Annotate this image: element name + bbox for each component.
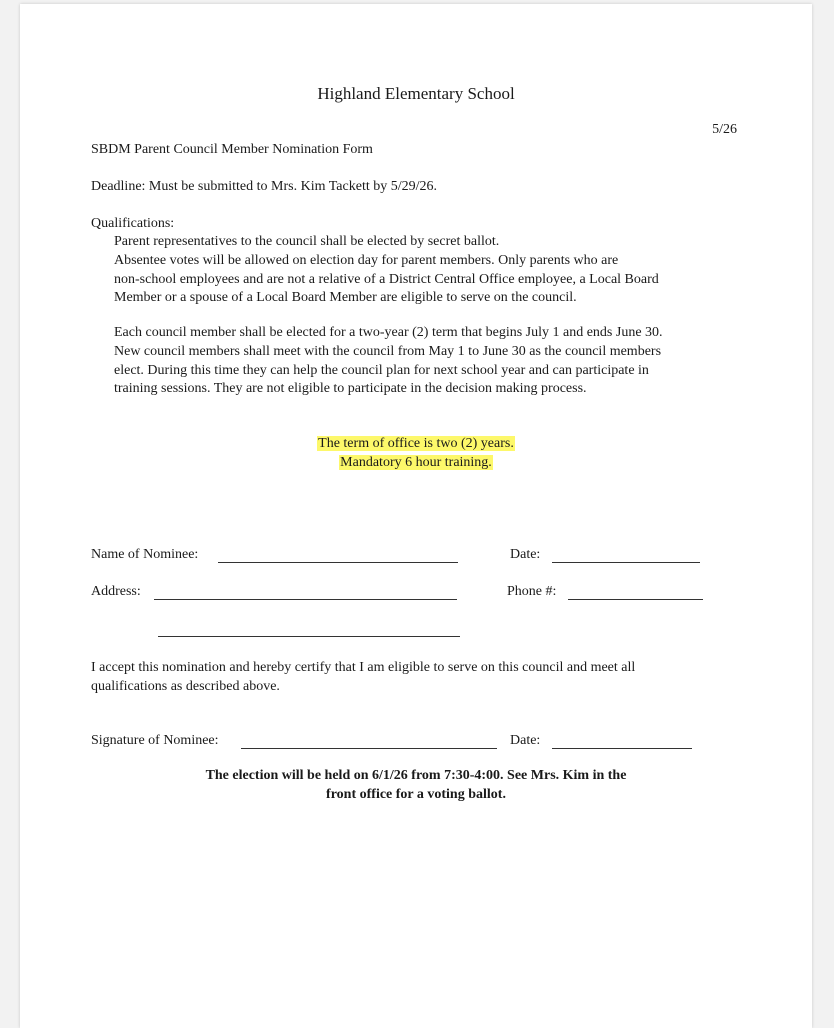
phone-label: Phone #: xyxy=(507,584,557,599)
signature-label: Signature of Nominee: xyxy=(91,733,219,748)
qualifications-paragraph-1 xyxy=(114,233,754,308)
paragraph-line: Each council member shall be elected for a two-year (2) term that begins July 1 and ends June 30. xyxy=(114,325,663,340)
address-field-line-2[interactable] xyxy=(158,636,460,637)
nominee-name-field[interactable] xyxy=(218,562,458,563)
paragraph-line: New council members shall meet with the council from May 1 to June 30 as the council members xyxy=(114,343,662,359)
date-field[interactable] xyxy=(552,562,700,563)
election-notice-line-2: front office for a voting ballot. xyxy=(326,787,506,802)
paragraph-line: I accept this nomination and hereby certify that I am eligible to serve on this council and meet all xyxy=(91,660,636,675)
address-field-line-1[interactable] xyxy=(154,599,457,600)
school-name: Highland Elementary School xyxy=(317,84,515,103)
qualifications-paragraph-2 xyxy=(114,324,754,399)
page-date: 5/26 xyxy=(712,122,737,137)
paragraph-line: Parent representatives to the council shall be elected by secret ballot. xyxy=(114,234,500,249)
qualifications-heading: Qualifications: xyxy=(91,216,175,231)
signature-date-field[interactable] xyxy=(552,748,692,749)
highlight-term: The term of office is two (2) years. xyxy=(318,436,514,451)
signature-date-label: Date: xyxy=(510,733,541,748)
paragraph-line: Absentee votes will be allowed on election day for parent members. Only parents who are xyxy=(114,252,619,268)
election-notice-line-1: The election will be held on 6/1/26 from 7:30-4:00. See Mrs. Kim in the xyxy=(205,768,627,783)
paragraph-line: training sessions. They are not eligible to participate in the decision making process. xyxy=(114,381,587,397)
document-page xyxy=(20,4,812,1028)
form-title: SBDM Parent Council Member Nomination Form xyxy=(91,142,373,157)
highlight-training: Mandatory 6 hour training. xyxy=(340,455,492,470)
phone-field[interactable] xyxy=(568,599,703,600)
paragraph-line: qualifications as described above. xyxy=(91,679,280,694)
date-label: Date: xyxy=(510,547,541,562)
address-label: Address: xyxy=(91,584,141,599)
deadline-text: Deadline: Must be submitted to Mrs. Kim Tackett by 5/29/26. xyxy=(91,179,438,194)
certification-text xyxy=(91,658,731,696)
paragraph-line: elect. During this time they can help the council plan for next school year and can participate in xyxy=(114,362,649,378)
nominee-name-label: Name of Nominee: xyxy=(91,547,199,562)
paragraph-line: non-school employees and are not a relative of a District Central Office employee, a Local Board xyxy=(114,271,659,287)
signature-field[interactable] xyxy=(241,748,497,749)
paragraph-line: Member or a spouse of a Local Board Member are eligible to serve on the council. xyxy=(114,290,577,306)
